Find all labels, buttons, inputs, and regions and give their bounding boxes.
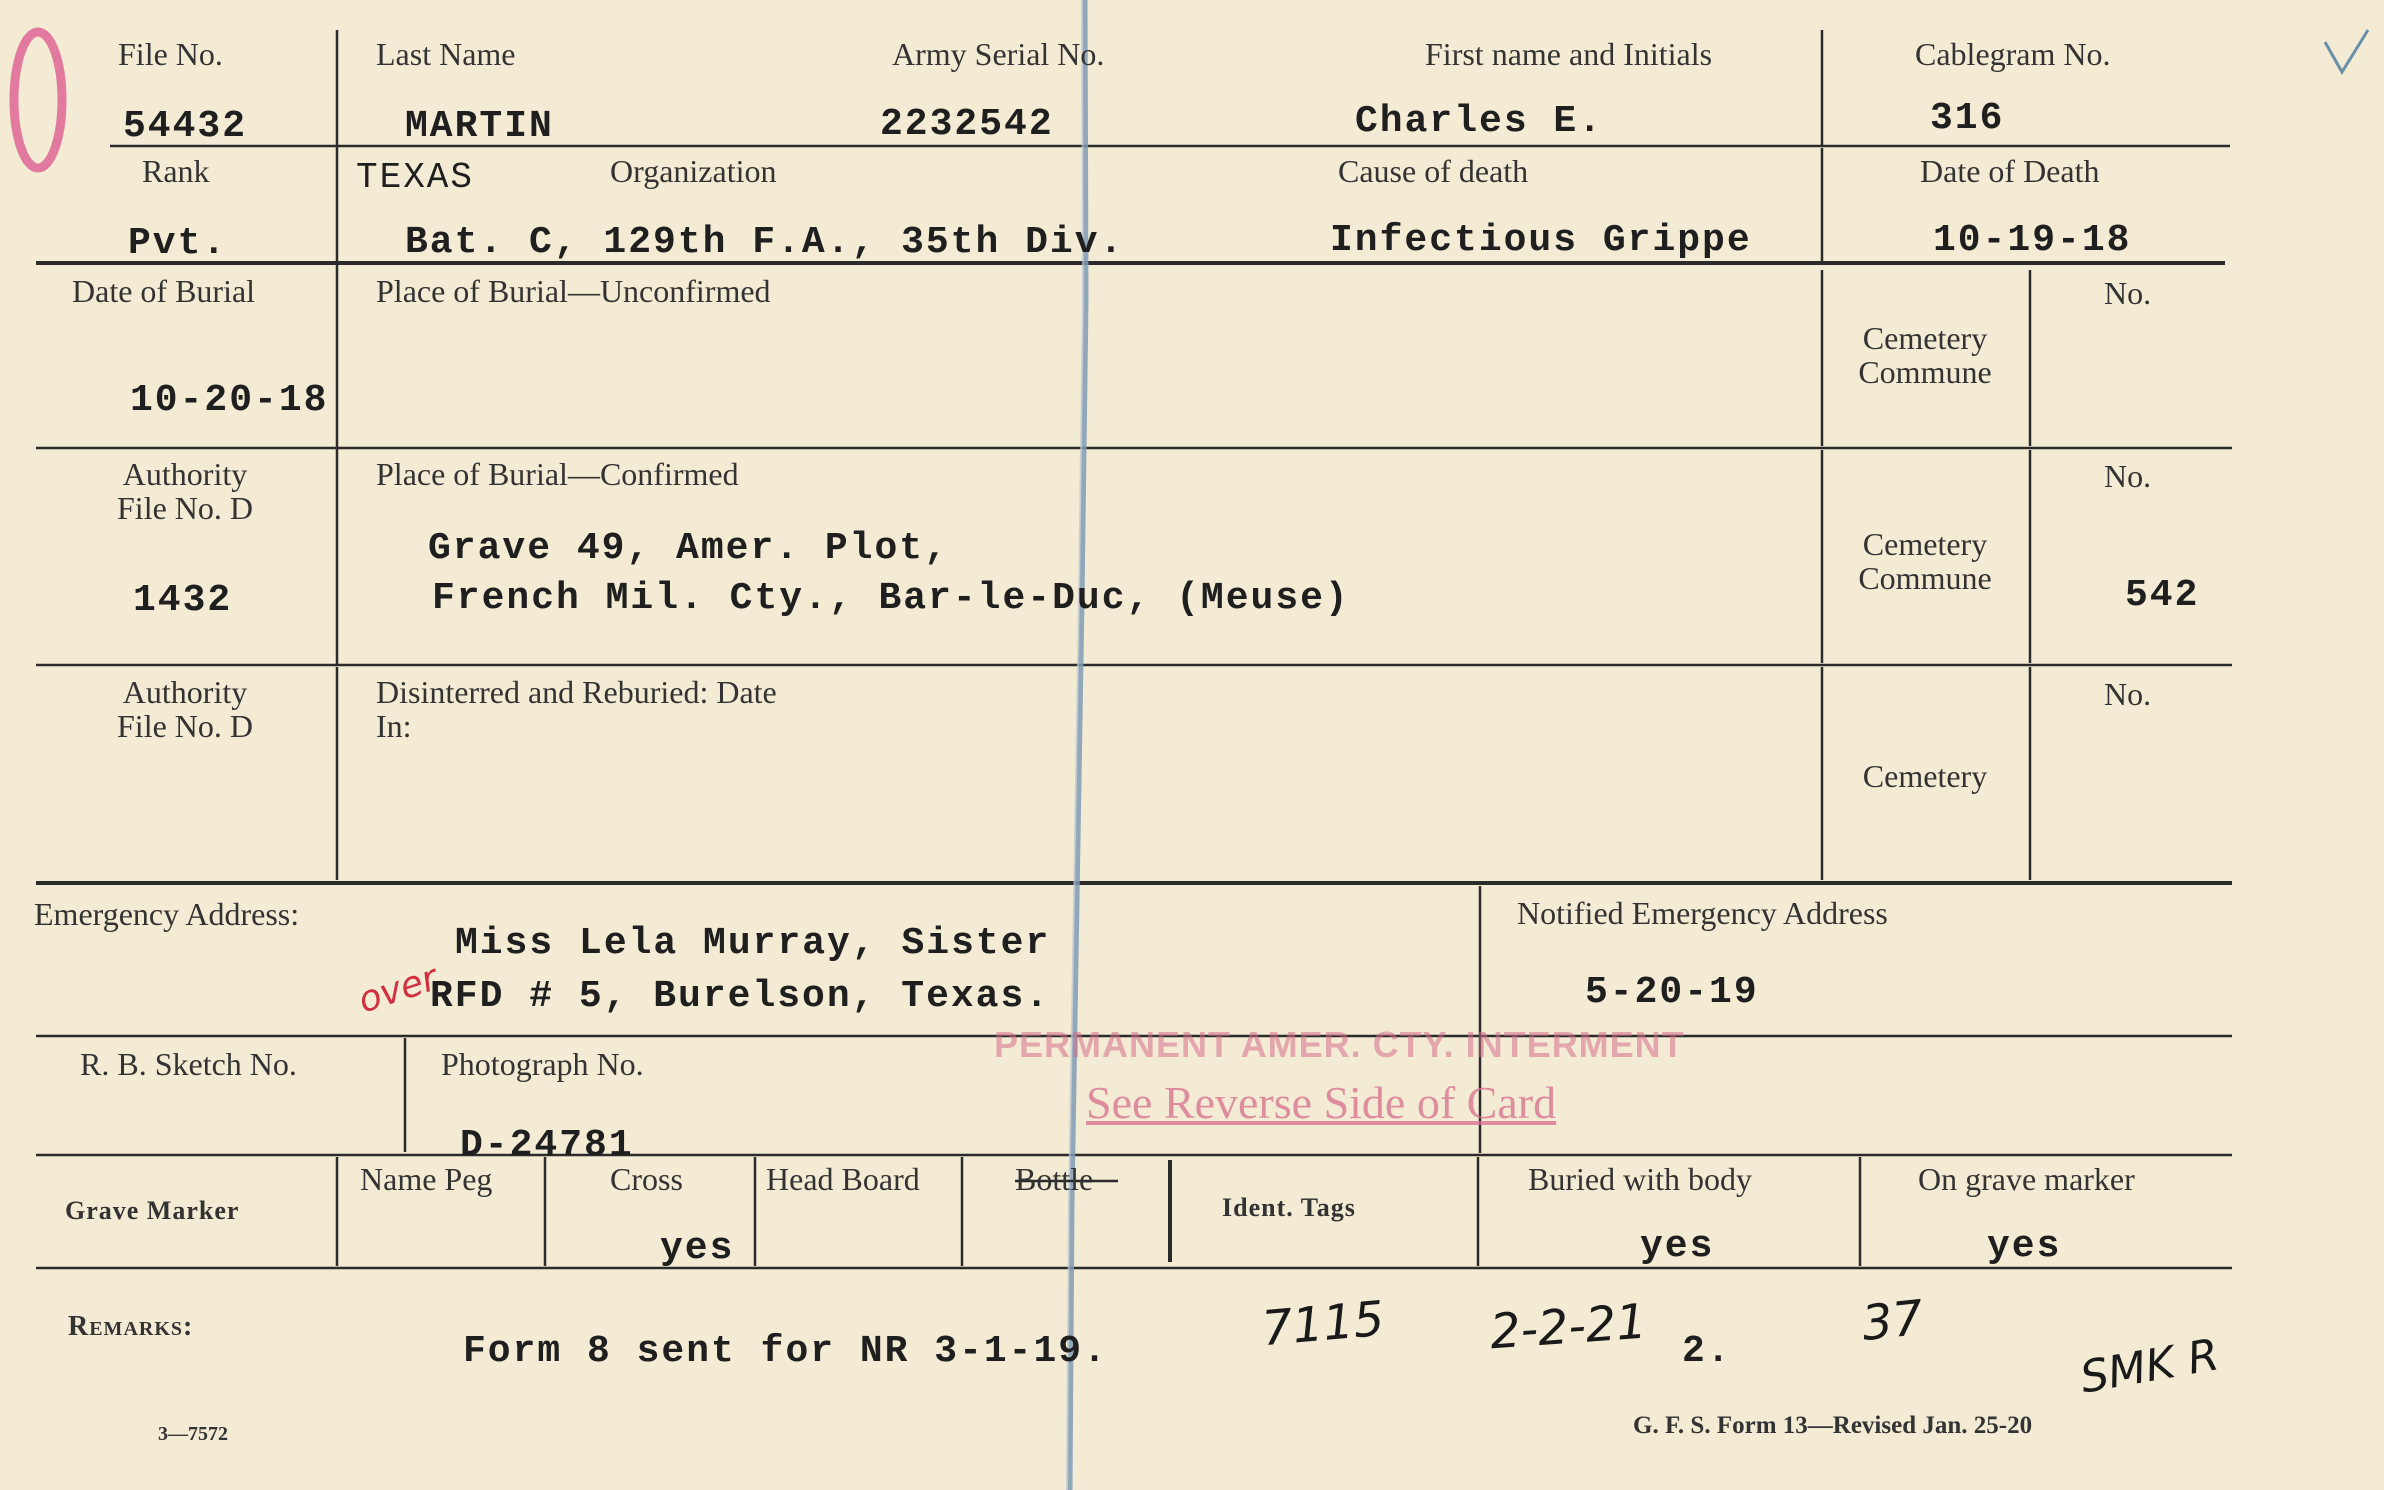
remarks-typed: Form 8 sent for NR 3-1-19. [463, 1330, 1108, 1373]
authority-label-2: Authority [122, 674, 248, 710]
name-peg-label: Name Peg [360, 1161, 493, 1197]
cablegram-value: 316 [1930, 97, 2005, 140]
authority-label-1: Authority [122, 456, 248, 492]
remarks-label: Remarks: [68, 1311, 194, 1342]
no-label-1: No. [2104, 275, 2152, 311]
file-no-value: 54432 [123, 105, 248, 148]
cause-of-death-value: Infectious Grippe [1330, 219, 1752, 262]
photograph-value: D-24781 [460, 1124, 634, 1167]
emergency-address-line-2: RFD # 5, Burelson, Texas. [430, 975, 1051, 1018]
no-label-3: No. [2104, 676, 2152, 712]
buried-with-body-value: yes [1640, 1225, 1715, 1268]
stamp-permanent-interment: PERMANENT AMER. CTY. INTERMENT [994, 1024, 1685, 1065]
state-value: TEXAS [356, 157, 475, 198]
cemetery-label-2: Cemetery [1862, 526, 1988, 562]
place-confirmed-label: Place of Burial—Confirmed [376, 456, 739, 492]
cross-value: yes [660, 1227, 735, 1270]
on-grave-marker-label: On grave marker [1918, 1161, 2135, 1197]
ident-tags-label: Ident. Tags [1222, 1193, 1356, 1222]
first-name-value: Charles E. [1355, 100, 1604, 143]
date-of-burial-label: Date of Burial [72, 273, 256, 309]
cablegram-label: Cablegram No. [1915, 36, 2111, 72]
authority-file-label-2: File No. D [117, 708, 253, 744]
date-of-death-value: 10-19-18 [1933, 219, 2132, 262]
remarks-handwritten-2: 2-2-21 [1488, 1293, 1649, 1361]
cause-of-death-label: Cause of death [1338, 153, 1529, 189]
organization-label: Organization [610, 153, 777, 189]
photograph-label: Photograph No. [441, 1046, 644, 1082]
check-mark-icon [2325, 30, 2368, 72]
initials-signature: SMK R [2076, 1329, 2223, 1404]
bottle-label: Bottle [1015, 1161, 1094, 1197]
authority-file-label-1: File No. D [117, 490, 253, 526]
commune-label-2: Commune [1858, 560, 1992, 596]
pink-zero-mark [14, 32, 62, 168]
cemetery-label-1: Cemetery [1862, 320, 1988, 356]
army-serial-value: 2232542 [880, 103, 1054, 146]
place-confirmed-line-1: Grave 49, Amer. Plot, [428, 527, 949, 570]
cross-label: Cross [610, 1161, 683, 1197]
date-of-death-label: Date of Death [1920, 153, 2100, 189]
rank-value: Pvt. [128, 222, 228, 265]
file-no-label: File No. [118, 36, 223, 72]
place-confirmed-line-2: French Mil. Cty., Bar-le-Duc, (Meuse) [432, 577, 1350, 620]
emergency-address-line-1: Miss Lela Murray, Sister [455, 922, 1051, 965]
authority-file-value: 1432 [133, 579, 233, 622]
emergency-address-label: Emergency Address: [34, 896, 300, 932]
reburied-in-label: In: [376, 708, 412, 744]
head-board-label: Head Board [766, 1161, 920, 1197]
first-name-label: First name and Initials [1425, 36, 1713, 72]
reburied-label: Disinterred and Reburied: Date [376, 674, 777, 710]
notified-emergency-date: 5-20-19 [1585, 971, 1759, 1014]
army-serial-label: Army Serial No. [892, 36, 1105, 72]
on-grave-marker-value: yes [1987, 1225, 2062, 1268]
no-label-2: No. [2104, 458, 2152, 494]
commune-label-1: Commune [1858, 354, 1992, 390]
remarks-handwritten-4: 37 [1859, 1289, 1926, 1353]
rank-label: Rank [142, 153, 210, 189]
date-of-burial-value: 10-20-18 [130, 379, 329, 422]
last-name-value: MARTIN [405, 105, 554, 148]
remarks-handwritten-3: 2. [1682, 1330, 1732, 1373]
over-note: over [353, 957, 443, 1022]
stamp-see-reverse: See Reverse Side of Card [1086, 1077, 1557, 1128]
notified-emergency-label: Notified Emergency Address [1517, 895, 1888, 931]
place-unconfirmed-label: Place of Burial—Unconfirmed [376, 273, 771, 309]
cemetery-label-3: Cemetery [1862, 758, 1988, 794]
remarks-handwritten-1: 7115 [1259, 1290, 1387, 1358]
footer-left-code: 3—7572 [158, 1423, 228, 1445]
organization-value: Bat. C, 129th F.A., 35th Div. [405, 221, 1125, 264]
grave-no-value: 542 [2125, 574, 2200, 617]
grave-marker-label: Grave Marker [65, 1196, 240, 1225]
last-name-label: Last Name [376, 36, 516, 72]
rb-sketch-label: R. B. Sketch No. [80, 1046, 297, 1082]
footer-form-id: G. F. S. Form 13—Revised Jan. 25-20 [1633, 1412, 2033, 1439]
buried-with-body-label: Buried with body [1528, 1161, 1752, 1197]
